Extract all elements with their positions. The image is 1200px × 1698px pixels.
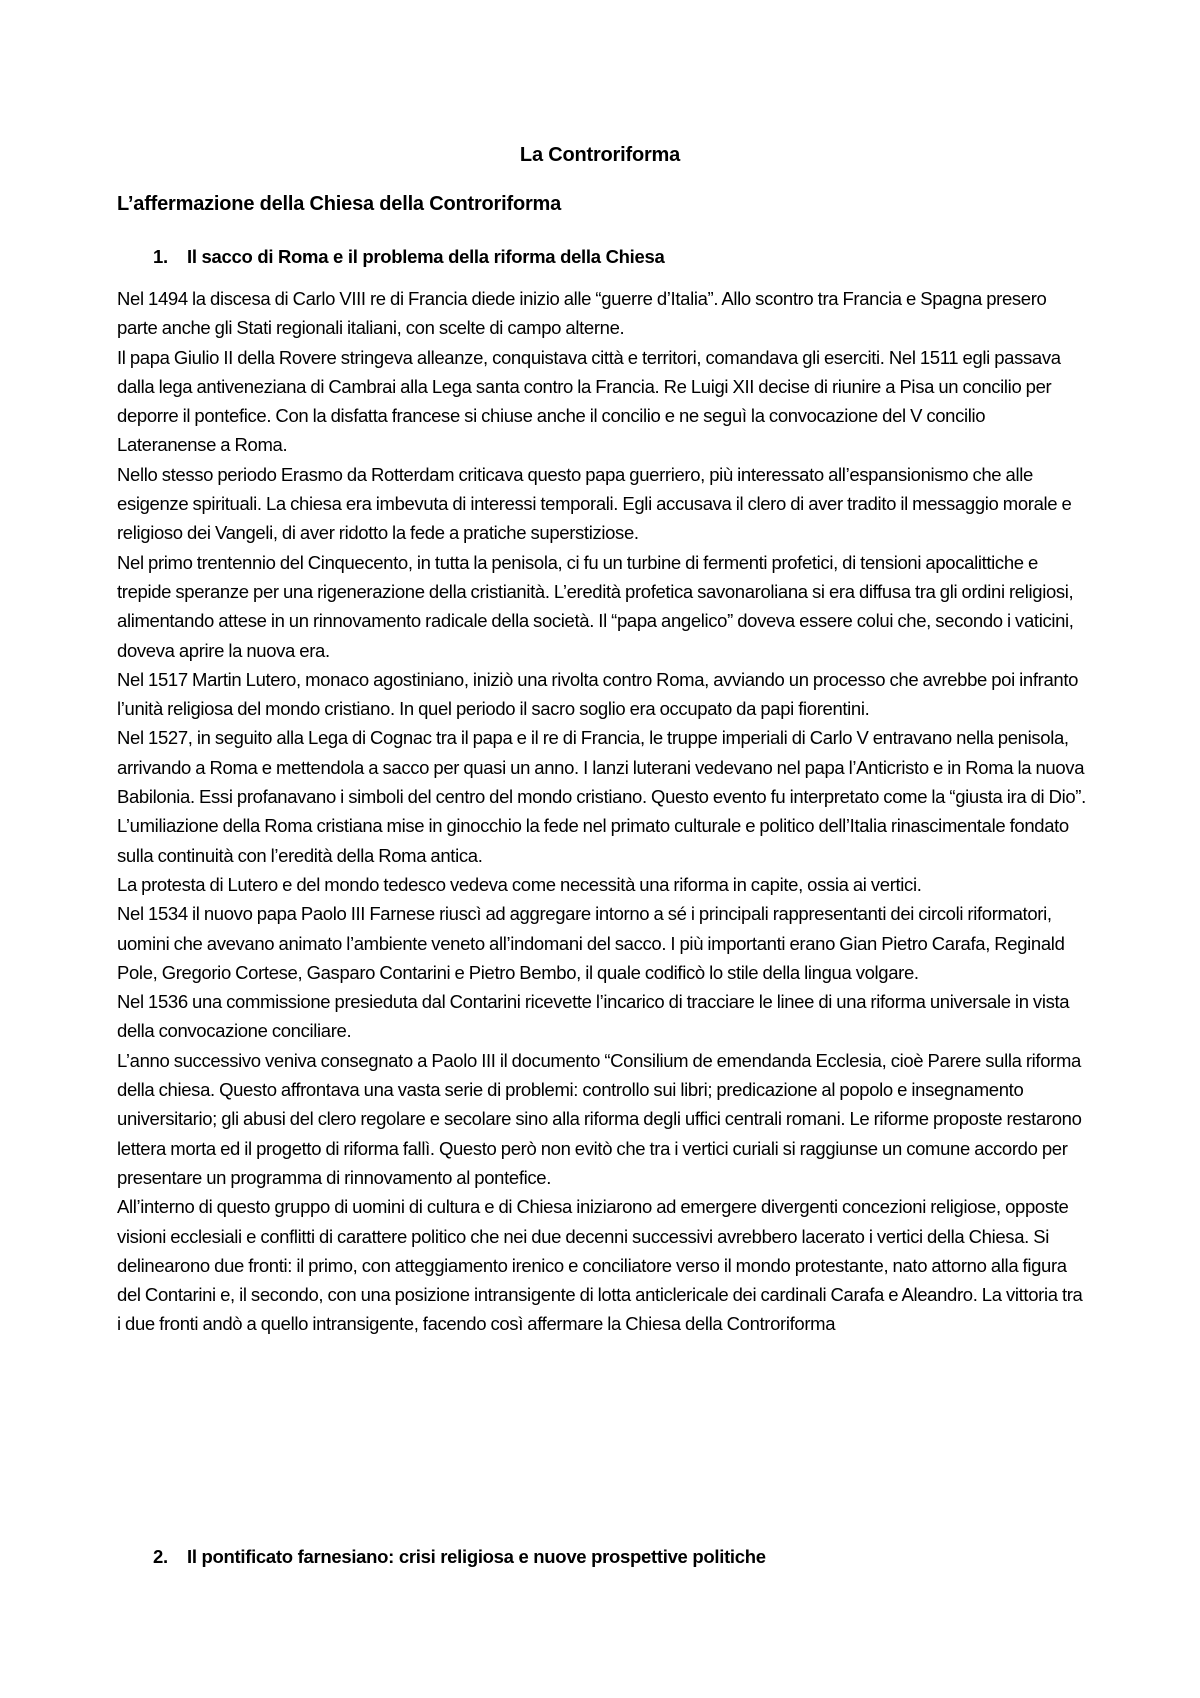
section-body [117,284,1087,1339]
section-heading [153,1546,766,1568]
section-number: 2. [153,1546,168,1567]
section-title: Il pontificato farnesiano: crisi religiosa e nuove prospettive politiche [187,1546,766,1567]
body-paragraph: La protesta di Lutero e del mondo tedesco vedeva come necessità una riforma in capite, ossia ai vertici. [117,873,922,895]
section-number: 1. [153,246,168,267]
body-paragraph: L’umiliazione della Roma cristiana mise in ginocchio la fede nel primato culturale e politico dell’Italia rinascimentale fondato sulla continuità con l’eredità della Roma antica. [117,815,1069,866]
section-title: Il sacco di Roma e il problema della riforma della Chiesa [187,246,665,267]
body-paragraph: Il papa Giulio II della Rovere stringeva alleanze, conquistava città e territori, comandava gli eserciti. Nel 1511 egli passava dalla lega antiveneziana di Cambrai alla Lega santa contro la Francia. Re Luigi XII decise di riunire a Pisa un concilio per deporre il pontefice. Con la disfatta francese si chiuse anche il concilio e ne seguì la convocazione del V concilio Lateranense a Roma. [117,346,1061,456]
body-paragraph: Nel 1536 una commissione presieduta dal Contarini ricevette l’incarico di tracciare le linee di una riforma universale in vista della convocazione conciliare. [117,991,1070,1042]
section-heading [153,246,664,268]
body-paragraph: Nel primo trentennio del Cinquecento, in tutta la penisola, ci fu un turbine di fermenti profetici, di tensioni apocalittiche e trepide speranze per una rigenerazione della cristianità. L’eredità profetica savonaroliana si era diffusa tra gli ordini religiosi, alimentando attese in un rinnovamento radicale della società. Il “papa angelico” doveva essere colui che, secondo i vaticini, doveva aprire la nuova era. [117,551,1074,661]
body-paragraph: Nel 1527, in seguito alla Lega di Cognac tra il papa e il re di Francia, le truppe imperiali di Carlo V entravano nella penisola, arrivando a Roma e mettendola a sacco per quasi un anno. I lanzi luterani vedevano nel papa l’Anticristo e in Roma la nuova Babilonia. Essi profanavano i simboli del centro del mondo cristiano. Questo evento fu interpretato come la “giusta ira di Dio”. [117,727,1086,808]
body-paragraph: L’anno successivo veniva consegnato a Paolo III il documento “Consilium de emendanda Ecclesia, cioè Parere sulla riforma della chiesa. Questo affrontava una vasta serie di problemi: controllo sui libri; predicazione al popolo e insegnamento universitario; gli abusi del clero regolare e secolare sino alla riforma degli uffici centrali romani. Le riforme proposte restarono lettera morta ed il progetto di riforma fallì. Questo però non evitò che tra i vertici curiali si raggiunse un comune accordo per presentare un programma di rinnovamento al pontefice. [117,1049,1082,1188]
body-paragraph: All’interno di questo gruppo di uomini di cultura e di Chiesa iniziarono ad emergere divergenti concezioni religiose, opposte visioni ecclesiali e conflitti di carattere politico che nei due decenni successivi avrebbero lacerato i vertici della Chiesa. Si delinearono due fronti: il primo, con atteggiamento irenico e conciliatore verso il mondo protestante, nato attorno alla figura del Contarini e, il secondo, con una posizione intransigente di lotta anticlericale dei cardinali Carafa e Aleandro. La vittoria tra i due fronti andò a quello intransigente, facendo così affermare la Chiesa della Controriforma [117,1196,1083,1335]
body-paragraph: Nello stesso periodo Erasmo da Rotterdam criticava questo papa guerriero, più interessato all’espansionismo che alle esigenze spirituali. La chiesa era imbevuta di interessi temporali. Egli accusava il clero di aver tradito il messaggio morale e religioso dei Vangeli, di aver ridotto la fede a pratiche superstiziose. [117,463,1072,544]
document-subtitle: L’affermazione della Chiesa della Controriforma [117,193,562,215]
body-paragraph: Nel 1534 il nuovo papa Paolo III Farnese riuscì ad aggregare intorno a sé i principali rappresentanti dei circoli riformatori, uomini che avevano animato l’ambiente veneto all’indomani del sacco. I più importanti erano Gian Pietro Carafa, Reginald Pole, Gregorio Cortese, Gasparo Contarini e Pietro Bembo, il quale codificò lo stile della lingua volgare. [117,903,1065,983]
body-paragraph: Nel 1517 Martin Lutero, monaco agostiniano, iniziò una rivolta contro Roma, avviando un processo che avrebbe poi infranto l’unità religiosa del mondo cristiano. In quel periodo il sacro soglio era occupato da papi fiorentini. [117,668,1079,720]
body-paragraph: Nel 1494 la discesa di Carlo VIII re di Francia diede inizio alle “guerre d’Italia”. Allo scontro tra Francia e Spagna presero parte anche gli Stati regionali italiani, con scelte di campo alterne. [117,288,1047,339]
document-title: La Controriforma [519,144,681,166]
